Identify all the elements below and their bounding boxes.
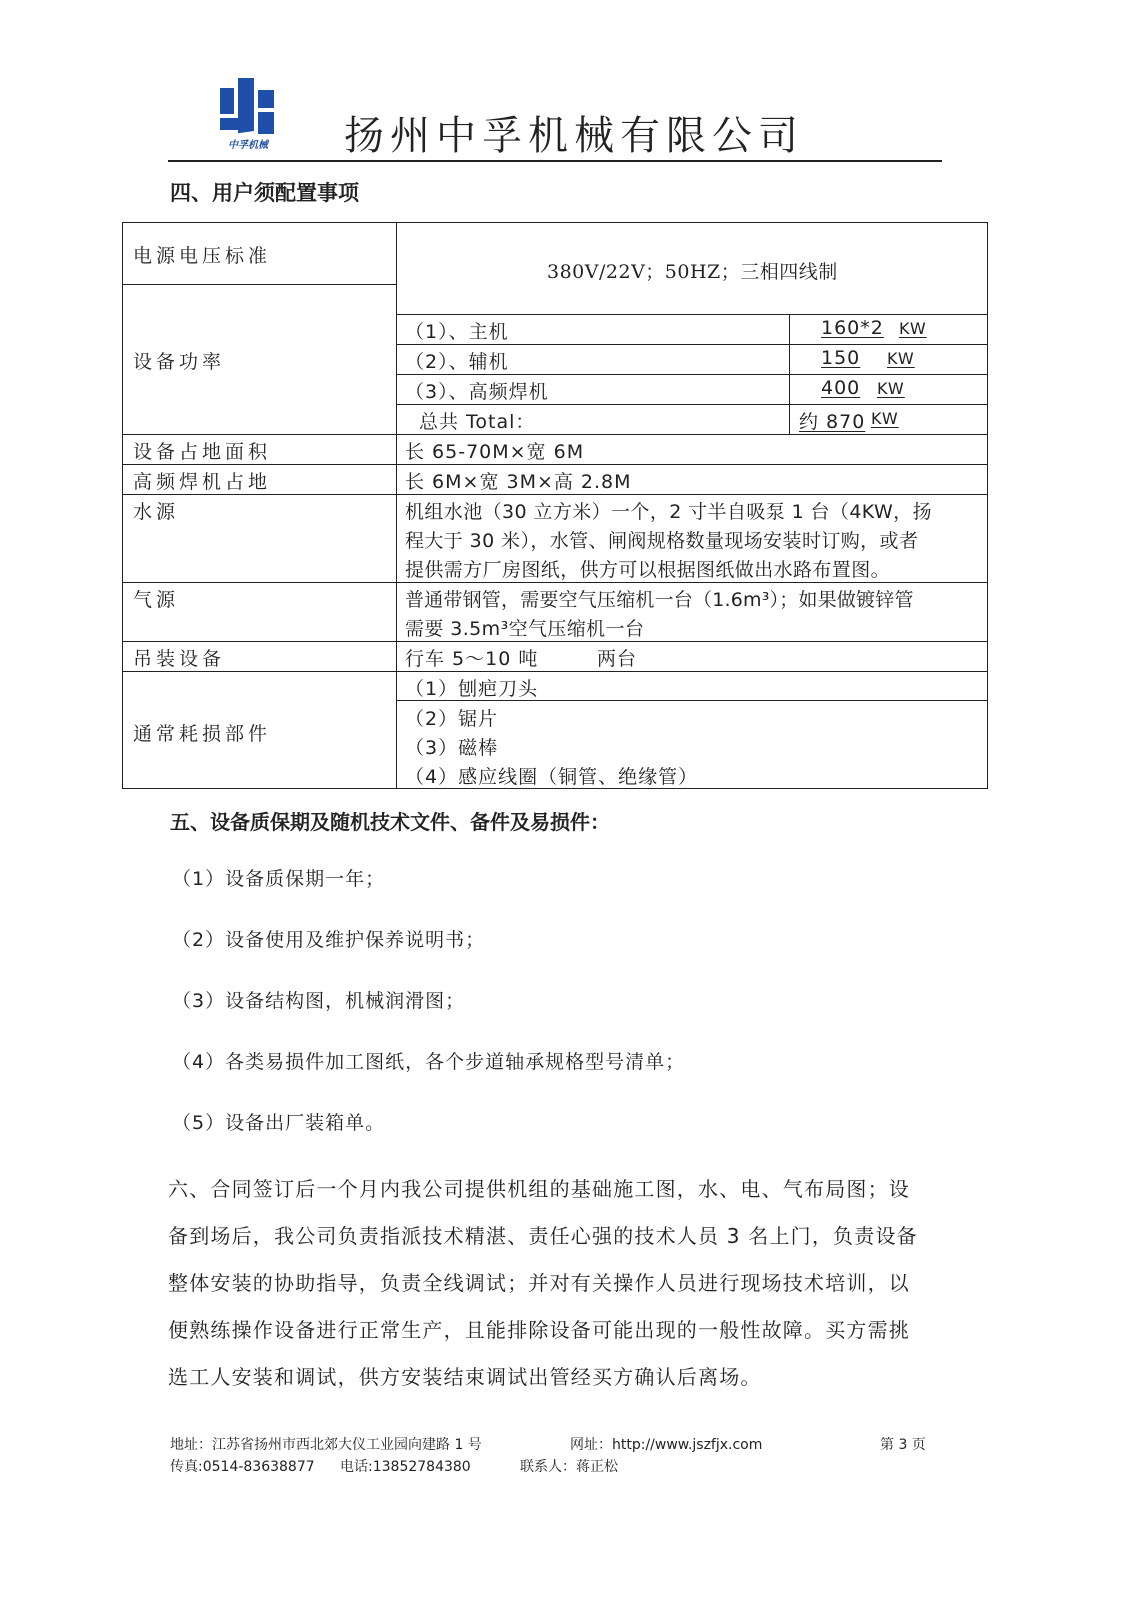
lifting-count: 两台 (597, 648, 638, 670)
table-divider (396, 314, 988, 315)
table-divider (396, 223, 397, 788)
section6-line: 选工人安装和调试，供方安装结束调试出管经买方确认后离场。 (168, 1365, 762, 1389)
power-row-unit: KW (887, 349, 915, 368)
lifting-value: 行车 5～10 吨 (405, 648, 539, 670)
section6-line: 整体安装的协助指导，负责全线调试；并对有关操作人员进行现场技术培训，以 (168, 1271, 910, 1295)
table-divider (123, 582, 988, 583)
floor-area-value: 长 65-70M×宽 6M (405, 441, 585, 463)
power-row-name: （2）、辅机 (405, 351, 509, 373)
table-divider (123, 641, 988, 642)
logo-text: 中孚机械 (228, 140, 268, 151)
welder-area-label: 高频焊机占地 (133, 471, 272, 493)
footer-address: 地址：江苏省扬州市西北郊大仪工业园向建路 1 号 (170, 1437, 482, 1453)
power-voltage-value: 380V/22V；50HZ；三相四线制 (547, 261, 838, 283)
footer-contact: 联系人：蒋正松 (520, 1459, 618, 1475)
section5-title: 五、设备质保期及随机技术文件、备件及易损件： (170, 810, 610, 834)
wear-part-item: （2）锯片 (405, 708, 499, 730)
header-divider (168, 160, 942, 162)
table-divider (123, 434, 988, 435)
power-row-unit: KW (877, 379, 905, 398)
water-label: 水源 (133, 501, 180, 523)
section5-item: （5）设备出厂装箱单。 (172, 1112, 386, 1134)
power-row-value: 约 870 (799, 411, 866, 433)
water-line: 程大于 30 米），水管、闸阀规格数量现场安装时订购，或者 (405, 530, 919, 552)
air-line: 普通带钢管，需要空气压缩机一台（1.6m³）；如果做镀锌管 (405, 589, 914, 611)
wear-parts-label: 通常耗损部件 (133, 723, 272, 745)
power-row-value: 160*2 (821, 317, 884, 339)
section6-line: 备到场后，我公司负责指派技术精湛、责任心强的技术人员 3 名上门，负责设备 (168, 1224, 918, 1248)
footer-fax: 传真:0514-83638877 (170, 1459, 315, 1475)
footer-page-number: 第 3 页 (880, 1437, 926, 1453)
section6-line: 六、合同签订后一个月内我公司提供机组的基础施工图，水、电、气布局图；设 (168, 1177, 910, 1201)
power-row-unit: KW (899, 319, 927, 338)
section5-item: （2）设备使用及维护保养说明书； (172, 929, 486, 951)
section6-line: 便熟练操作设备进行正常生产，且能排除设备可能出现的一般性故障。买方需挑 (168, 1318, 910, 1342)
section5-item: （4）各类易损件加工图纸，各个步道轴承规格型号清单； (172, 1051, 686, 1073)
welder-area-value: 长 6M×宽 3M×高 2.8M (405, 471, 632, 493)
table-divider (123, 284, 397, 285)
power-row-value: 150 (821, 347, 861, 369)
power-row-name: （3）、高频焊机 (405, 381, 549, 403)
company-name: 扬州中孚机械有限公司 (344, 113, 804, 159)
wear-part-item: （4）感应线圈（铜管、绝缘管） (405, 766, 699, 788)
power-row-unit: KW (871, 409, 899, 428)
air-line: 需要 3.5m³空气压缩机一台 (405, 618, 645, 640)
table-divider (123, 464, 988, 465)
section5-item: （3）设备结构图，机械润滑图； (172, 990, 466, 1012)
table-divider (396, 344, 988, 345)
wear-part-item: （1）刨疤刀头 (405, 678, 539, 700)
requirements-table (122, 222, 988, 789)
power-row-name: 总共 Total： (419, 411, 536, 433)
footer-phone: 电话:13852784380 (340, 1459, 471, 1475)
table-divider (396, 404, 988, 405)
power-row-name: （1）、主机 (405, 321, 509, 343)
water-line: 机组水池（30 立方米）一个，2 寸半自吸泵 1 台（4KW，扬 (405, 501, 932, 523)
water-line: 提供需方厂房图纸，供方可以根据图纸做出水路布置图。 (405, 559, 891, 581)
table-divider (123, 671, 988, 672)
power-row-value: 400 (821, 377, 861, 399)
air-label: 气源 (133, 589, 180, 611)
table-divider (396, 374, 988, 375)
equipment-power-label: 设备功率 (133, 351, 226, 373)
table-divider (123, 494, 988, 495)
power-voltage-label: 电源电压标准 (133, 245, 272, 267)
section6-paragraph (168, 1166, 948, 1401)
floor-area-label: 设备占地面积 (133, 441, 272, 463)
section5-item: （1）设备质保期一年； (172, 868, 386, 890)
footer-website: 网址：http://www.jszfjx.com (570, 1437, 763, 1453)
section4-title: 四、用户须配置事项 (170, 181, 359, 205)
wear-part-item: （3）磁棒 (405, 737, 499, 759)
lifting-label: 吊装设备 (133, 648, 226, 670)
